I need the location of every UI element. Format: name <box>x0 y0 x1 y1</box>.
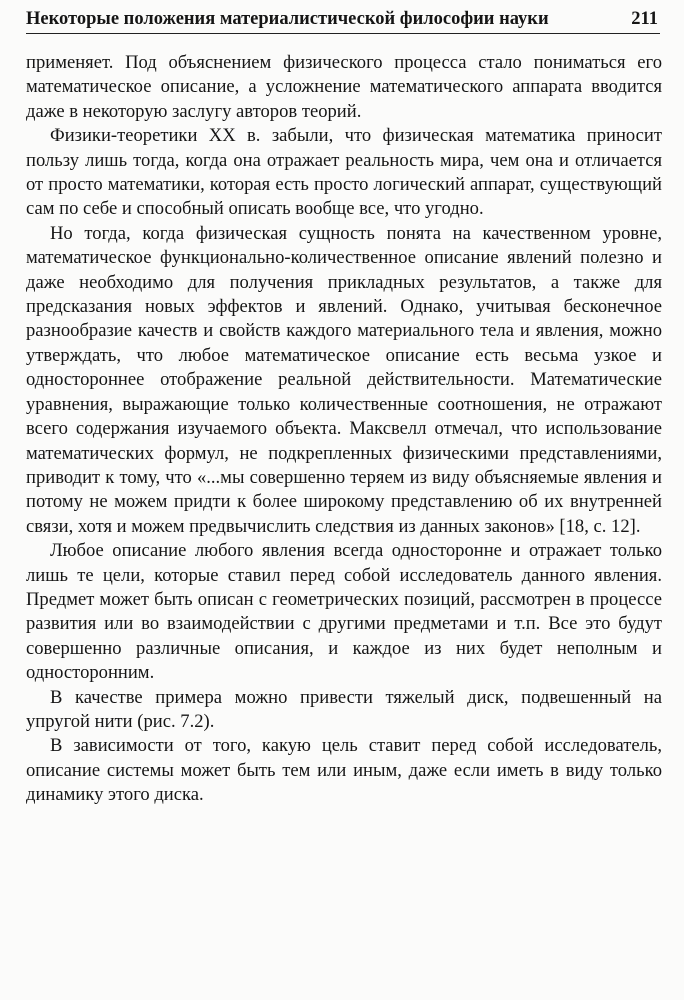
paragraph-disk-example: В качестве примера можно привести тяжелый диск, подвешенный на упругой нити (рис. 7.2). <box>26 686 662 732</box>
page-number: 211 <box>631 9 658 29</box>
running-header <box>26 6 660 34</box>
paragraph-theorists: Физики-теоретики XX в. забыли, что физическая математика приносит пользу лишь тогда, когда она отражает реальность мира, чем она и отличается от просто математики, которая есть просто логический аппарат, существующий сам по себе и способный описать вообще все, что угодно. <box>26 125 662 220</box>
paragraph-one-sided-description: Любое описание любого явления всегда односторонне и отражает только лишь те цели, которые ставил перед собой исследователь данного явления. Предмет может быть описан с геометрических позиций, рассмотрен в процессе развития или во взаимодействии с другими предметами и т.п. Все это будут совершенно различные описания, и каждое из них будет неполным и односторонним. <box>26 540 662 684</box>
paragraph-continuation: применяет. Под объяснением физического процесса стало пониматься его математическое описание, а усложнение математического аппарата вводится даже в некоторую заслугу авторов теорий. <box>26 52 662 122</box>
paragraph-maxwell-quote: Но тогда, когда физическая сущность понята на качественном уровне, математическое функционально-количественное описание явлений полезно и даже необходимо для получения прикладных результатов, а также для предсказания новых эффектов и явлений. Однако, учитывая бесконечное разнообразие качеств и свойств каждого материального тела и явления, можно утверждать, что любое математическое описание есть весьма узкое и одностороннее отображение реальной действительности. Математические уравнения, выражающие только количественные соотношения, не отражают всего содержания изучаемого объекта. Максвелл отмечал, что использование математических формул, не подкрепленных физическими представлениями, приводит к тому, что «...мы совершенно теряем из виду объясняемые явления и потому не можем придти к более широкому представлению об их внутренней связи, хотя и можем предвычислить следствия из данных законов» [18, с. 12]. <box>26 222 662 537</box>
paragraph-researcher-goal: В зависимости от того, какую цель ставит перед собой исследователь, описание системы может быть тем или иным, даже если иметь в виду только динамику этого диска. <box>26 735 662 806</box>
running-header-title: Некоторые положения материалистической философии науки <box>26 9 549 29</box>
body-text <box>26 51 662 808</box>
